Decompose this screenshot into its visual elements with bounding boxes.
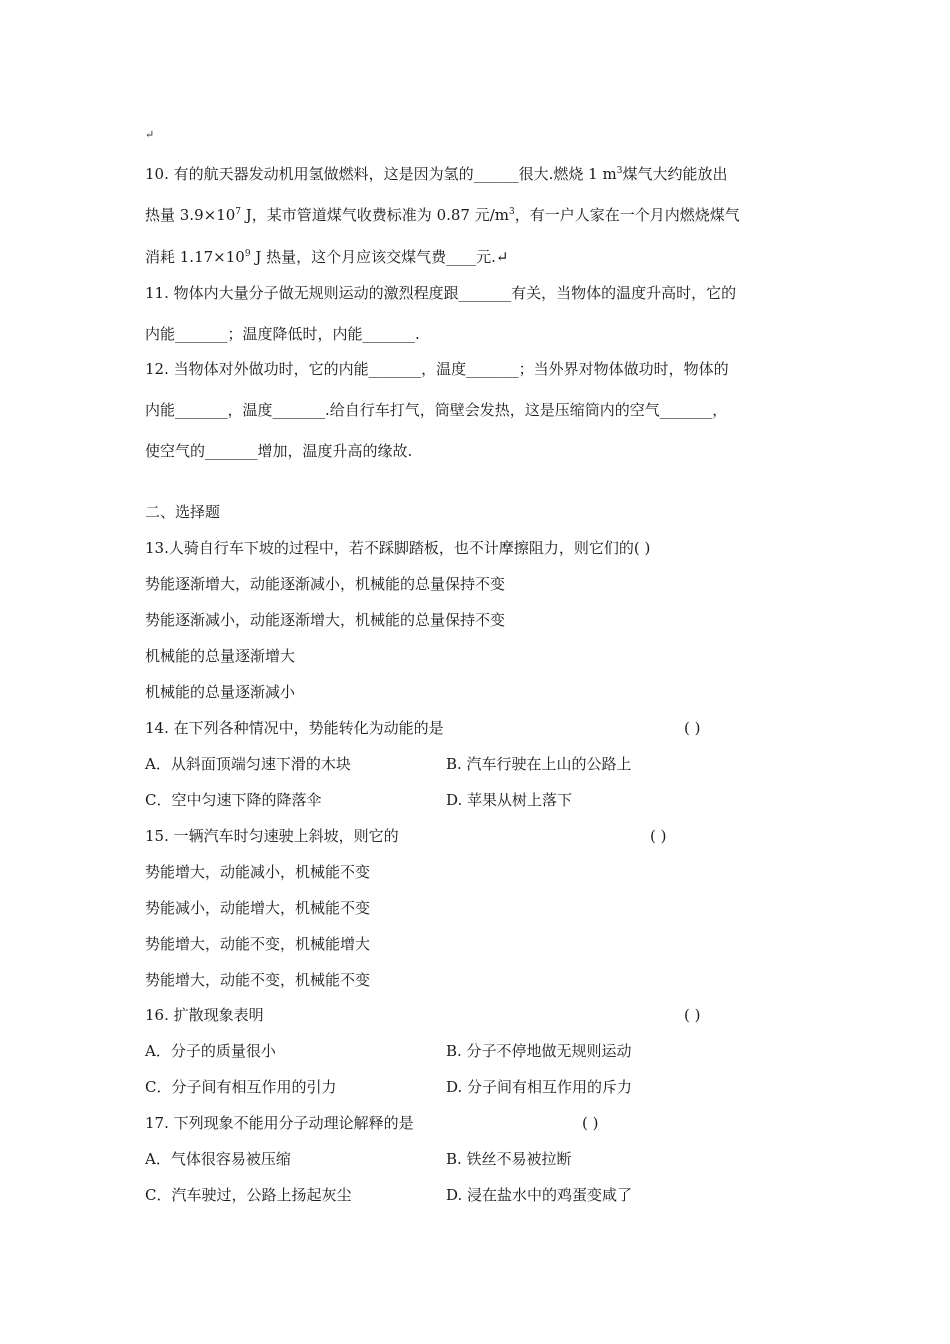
q12-line1: 12. 当物体对外做功时，它的内能_______，温度_______；当外界对物体做功时，物体的	[145, 360, 729, 378]
q15-option: 势能增大，动能不变，机械能增大	[145, 935, 371, 953]
q13-option: 机械能的总量逐渐增大	[145, 647, 296, 665]
q16-stem: 16. 扩散现象表明	[145, 1006, 264, 1024]
q14-stem: 14. 在下列各种情况中，势能转化为动能的是	[145, 719, 444, 737]
q10-sup: 9	[244, 249, 251, 259]
q11-line1: 11. 物体内大量分子做无规则运动的激烈程度跟_______有关，当物体的温度升高时，它的	[145, 284, 737, 302]
q14-paren: ( )	[684, 719, 701, 737]
q14-option-a: A．从斜面顶端匀速下滑的木块	[145, 755, 351, 773]
q11-line2: 内能_______；温度降低时，内能_______.	[145, 325, 420, 343]
q10-line2	[145, 205, 740, 225]
q16-option-d: D. 分子间有相互作用的斥力	[446, 1078, 633, 1096]
section-title: 二、选择题	[145, 503, 221, 521]
q12-line2: 内能_______，温度_______.给自行车打气，筒壁会发热，这是压缩筒内的空气_______，	[145, 401, 728, 419]
q10-text: 10. 有的航天器发动机用氢做燃料，这是因为氢的______很大.燃烧 1 m	[145, 165, 617, 183]
q17-paren: ( )	[582, 1114, 599, 1132]
q10-sup: 7	[235, 207, 242, 217]
q13-option: 势能逐渐减小，动能逐渐增大，机械能的总量保持不变	[145, 611, 506, 629]
q17-stem: 17. 下列现象不能用分子动理论解释的是	[145, 1114, 414, 1132]
q16-paren: ( )	[684, 1006, 701, 1024]
q15-paren: ( )	[650, 827, 667, 845]
q10-text: J 热量，这个月应该交煤气费____元.↵	[250, 248, 509, 266]
paragraph-mark: ↵	[145, 128, 155, 141]
q10-text: J，某市管道煤气收费标准为 0.87 元/m	[241, 206, 510, 224]
q10-text: 热量 3.9×10	[145, 206, 236, 224]
q10-sup: 3	[616, 166, 623, 176]
q12-line3: 使空气的_______增加，温度升高的缘故.	[145, 442, 413, 460]
q10-line1	[145, 164, 727, 184]
q17-option-b: B. 铁丝不易被拉断	[446, 1150, 572, 1168]
q15-option: 势能增大，动能不变，机械能不变	[145, 971, 371, 989]
q14-option-c: C．空中匀速下降的降落伞	[145, 791, 322, 809]
q17-option-a: A．气体很容易被压缩	[145, 1150, 291, 1168]
q10-text: 煤气大约能放出	[622, 165, 728, 183]
q15-stem: 15. 一辆汽车时匀速驶上斜坡，则它的	[145, 827, 399, 845]
q13-option: 势能逐渐增大，动能逐渐减小，机械能的总量保持不变	[145, 575, 506, 593]
q17-option-d: D. 浸在盐水中的鸡蛋变咸了	[446, 1186, 633, 1204]
q15-option: 势能增大，动能减小，机械能不变	[145, 863, 371, 881]
q17-option-c: C．汽车驶过，公路上扬起灰尘	[145, 1186, 352, 1204]
q14-option-d: D. 苹果从树上落下	[446, 791, 573, 809]
q16-option-c: C．分子间有相互作用的引力	[145, 1078, 337, 1096]
q10-text: 消耗 1.17×10	[145, 248, 245, 266]
q15-option: 势能减小，动能增大，机械能不变	[145, 899, 371, 917]
q10-line3	[145, 247, 508, 267]
q13-stem: 13.人骑自行车下坡的过程中，若不踩脚踏板，也不计摩擦阻力，则它们的( )	[145, 539, 651, 557]
q16-option-a: A．分子的质量很小	[145, 1042, 276, 1060]
q13-option: 机械能的总量逐渐减小	[145, 683, 296, 701]
q16-option-b: B. 分子不停地做无规则运动	[446, 1042, 632, 1060]
q14-option-b: B. 汽车行驶在上山的公路上	[446, 755, 632, 773]
q10-sup: 3	[509, 207, 515, 217]
q10-text: ，有一户人家在一个月内燃烧煤气	[514, 206, 740, 224]
